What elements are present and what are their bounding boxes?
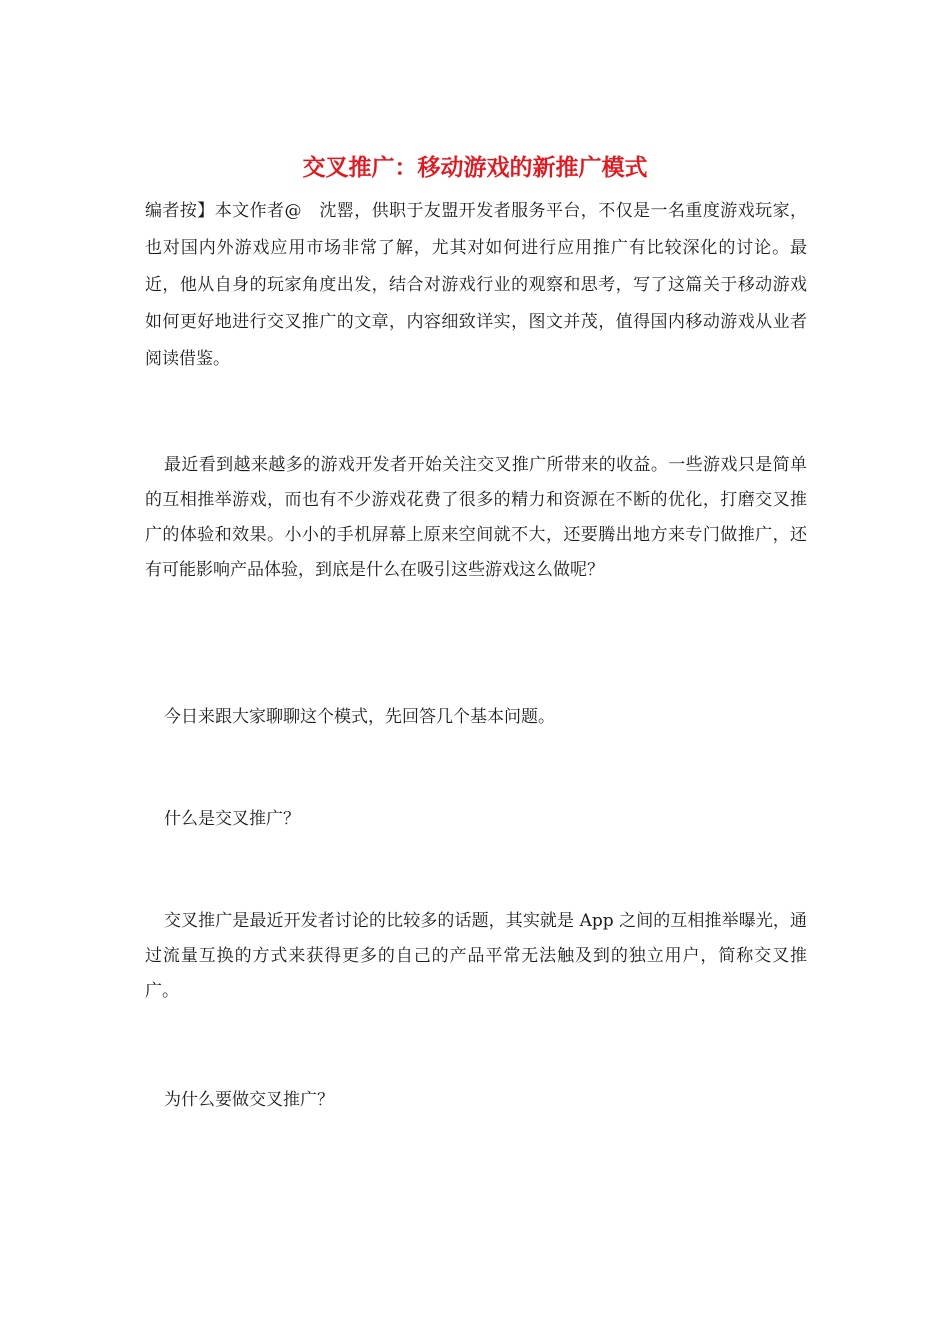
body-paragraph-definition: 交叉推广是最近开发者讨论的比较多的话题，其实就是 App 之间的互相推举曝光，通过流量互换的方式来获得更多的自己的产品平常无法触及到的独立用户，简称交叉推广。 [145,911,807,1001]
body-paragraph-topic: 今日来跟大家聊聊这个模式，先回答几个基本问题。 [164,707,555,727]
question-heading-what: 什么是交叉推广？ [164,809,300,829]
body-paragraph-intro: 最近看到越来越多的游戏开发者开始关注交叉推广所带来的收益。一些游戏只是简单的互相推举游戏，而也有不少游戏花费了很多的精力和资源在不断的优化，打磨交叉推广的体验和效果。小小的手机屏幕上原来空间就不大，还要腾出地方来专门做推广，还有可能影响产品体验，到底是什么在吸引这些游戏这么做呢？ [145,455,807,580]
editor-note-paragraph: 编者按】本文作者@ 沈罂，供职于友盟开发者服务平台，不仅是一名重度游戏玩家，也对国内外游戏应用市场非常了解，尤其对如何进行应用推广有比较深化的讨论。最近，他从自身的玩家角度出发，结合对游戏行业的观察和思考，写了这篇关于移动游戏如何更好地进行交叉推广的文章，内容细致详实，图文并茂，值得国内移动游戏从业者阅读借鉴。 [145,201,807,369]
question-heading-why: 为什么要做交叉推广？ [164,1090,334,1110]
document-title: 交叉推广：移动游戏的新推广模式 [302,154,648,181]
